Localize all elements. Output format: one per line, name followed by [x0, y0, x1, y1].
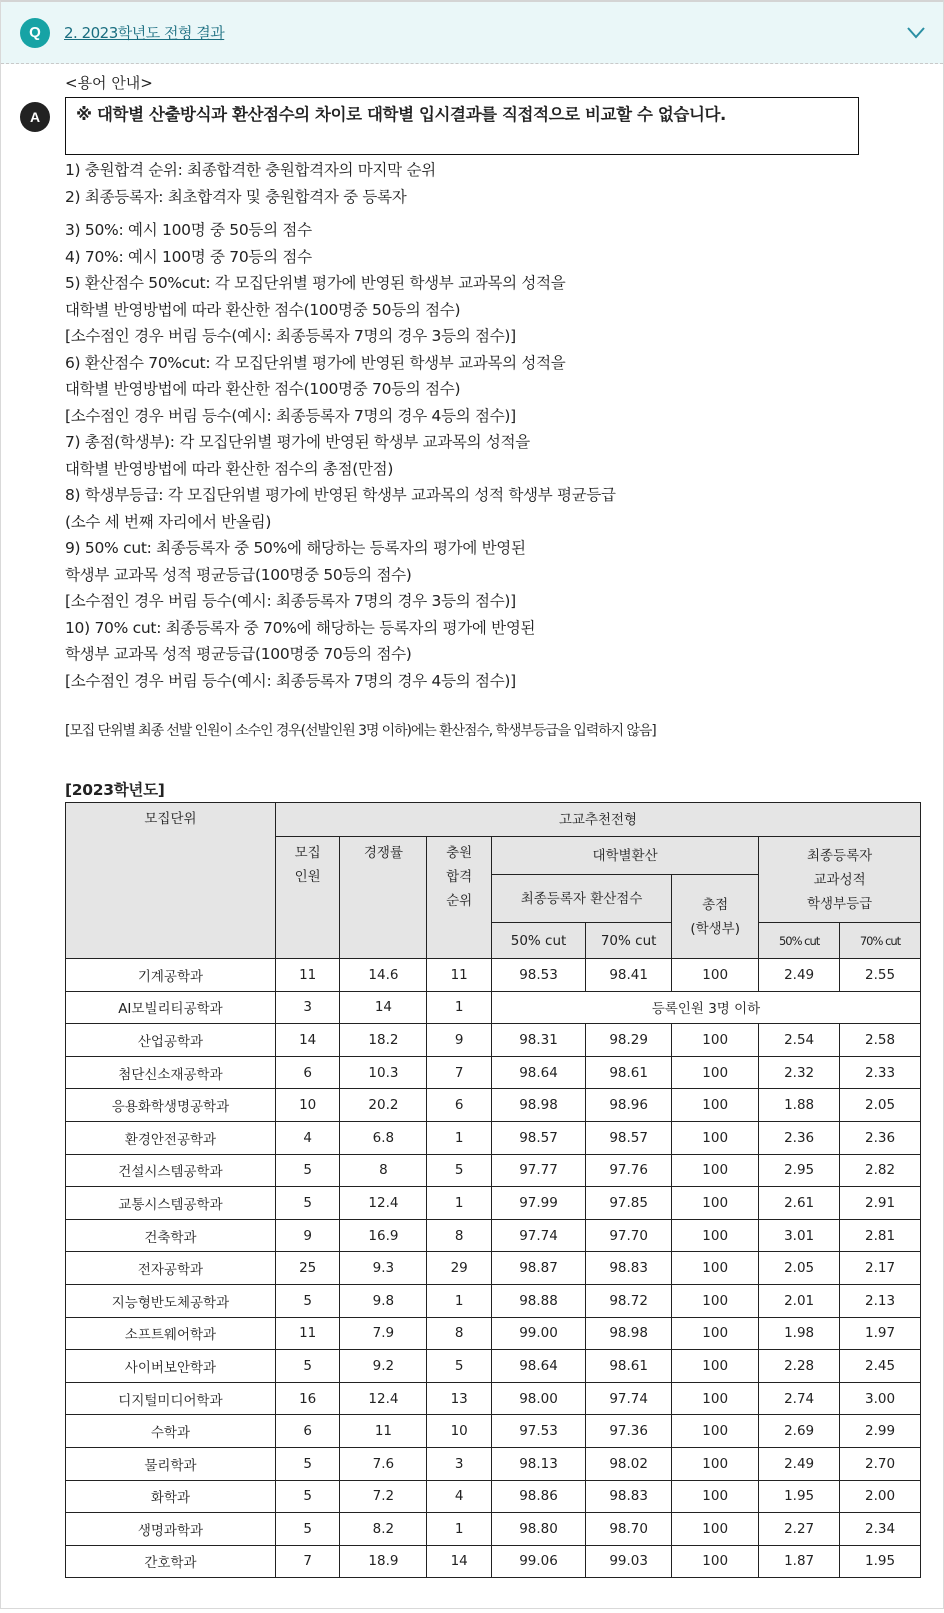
definitions-list: [65, 157, 943, 694]
table-cell: 7.2: [340, 1480, 427, 1513]
table-cell: 98.98: [586, 1317, 672, 1350]
unit-name-cell: 산업공학과: [66, 1024, 276, 1057]
table-cell: 97.53: [491, 1415, 585, 1448]
header-cut70: 70% cut: [586, 923, 672, 959]
table-cell: 10.3: [340, 1056, 427, 1089]
table-cell: 100: [672, 1187, 759, 1220]
definition-line: 8) 학생부등급: 각 모집단위별 평가에 반영된 학생부 교과목의 성적 학생부 평균등급: [65, 486, 616, 504]
table-cell: 5: [275, 1187, 340, 1220]
unit-name-cell: 지능형반도체공학과: [66, 1284, 276, 1317]
table-cell: 97.74: [586, 1382, 672, 1415]
table-cell: 100: [672, 1284, 759, 1317]
selection-note: [모집 단위별 최종 선발 인원이 소수인 경우(선발인원 3명 이하)에는 환산점수, 학생부등급을 입력하지 않음]: [65, 723, 656, 739]
table-cell: 1.88: [759, 1089, 840, 1122]
table-row: [66, 1382, 921, 1415]
table-cell: 1: [427, 1187, 492, 1220]
table-cell: 100: [672, 1252, 759, 1285]
table-cell: 99.00: [491, 1317, 585, 1350]
table-cell: 100: [672, 1089, 759, 1122]
table-cell: 3.00: [840, 1382, 921, 1415]
table-cell: 25: [275, 1252, 340, 1285]
table-row: [66, 1447, 921, 1480]
table-cell: 2.05: [759, 1252, 840, 1285]
header-quota-line: 인원: [294, 869, 321, 885]
header-cut50: 50% cut: [491, 923, 585, 959]
table-cell: 16.9: [340, 1219, 427, 1252]
table-cell: 8.2: [340, 1513, 427, 1546]
table-cell: 2.27: [759, 1513, 840, 1546]
unit-name-cell: 건축학과: [66, 1219, 276, 1252]
table-cell: 2.81: [840, 1219, 921, 1252]
table-cell: 10: [427, 1415, 492, 1448]
table-cell: 2.32: [759, 1056, 840, 1089]
header-conv-score: 최종등록자 환산점수: [491, 875, 671, 923]
header-unit: 모집단위: [66, 803, 276, 959]
table-cell: 3: [275, 991, 340, 1024]
table-row: [66, 1252, 921, 1285]
table-row: [66, 1187, 921, 1220]
table-cell: 5: [275, 1513, 340, 1546]
table-cell: 10: [275, 1089, 340, 1122]
table-cell: 7.9: [340, 1317, 427, 1350]
table-cell: 100: [672, 1382, 759, 1415]
table-cell: 2.99: [840, 1415, 921, 1448]
table-cell: 100: [672, 1350, 759, 1383]
table-cell: 98.00: [491, 1382, 585, 1415]
definition-line: (소수 세 번째 자리에서 반올림): [65, 512, 272, 531]
table-cell: 2.70: [840, 1447, 921, 1480]
table-cell: 5: [275, 1284, 340, 1317]
header-rank-line: 합격: [446, 869, 473, 885]
unit-name-cell: 생명과학과: [66, 1513, 276, 1546]
table-cell: 8: [340, 1154, 427, 1187]
table-cell: 98.13: [491, 1447, 585, 1480]
header-grade-cut70: 70% cut: [840, 923, 921, 959]
table-cell: 100: [672, 1480, 759, 1513]
table-row: [66, 1056, 921, 1089]
table-cell: 6: [427, 1089, 492, 1122]
definition-line: 대학별 반영방법에 따라 환산한 점수(100명중 70등의 점수): [65, 380, 461, 398]
table-cell: 5: [275, 1154, 340, 1187]
table-cell: 2.55: [840, 959, 921, 992]
table-cell: 2.49: [759, 1447, 840, 1480]
definition-line: 대학별 반영방법에 따라 환산한 점수의 총점(만점): [65, 459, 394, 478]
table-cell: 9.8: [340, 1284, 427, 1317]
table-cell: 98.83: [586, 1480, 672, 1513]
unit-name-cell: 환경안전공학과: [66, 1121, 276, 1154]
table-row: [66, 991, 921, 1024]
header-total: [672, 875, 759, 959]
table-cell: 98.96: [586, 1089, 672, 1122]
table-cell: 2.82: [840, 1154, 921, 1187]
table-cell: 98.57: [586, 1121, 672, 1154]
table-cell: 등록인원 3명 이하: [491, 991, 920, 1024]
unit-name-cell: 교통시스템공학과: [66, 1187, 276, 1220]
table-cell: 2.00: [840, 1480, 921, 1513]
table-cell: 7: [275, 1545, 340, 1578]
definition-line: 1) 충원합격 순위: 최종합격한 충원합격자의 마지막 순위: [65, 161, 436, 179]
table-cell: 1.98: [759, 1317, 840, 1350]
table-cell: 9: [275, 1219, 340, 1252]
table-cell: 11: [340, 1415, 427, 1448]
table-cell: 18.2: [340, 1024, 427, 1057]
table-cell: 14.6: [340, 959, 427, 992]
table-cell: 1.87: [759, 1545, 840, 1578]
table-cell: 100: [672, 1154, 759, 1187]
table-row: [66, 1284, 921, 1317]
header-rank: [427, 837, 492, 959]
definition-line: [소수점인 경우 버림 등수(예시: 최종등록자 7명의 경우 4등의 점수)]: [65, 406, 516, 425]
faq-question-header[interactable]: [1, 2, 943, 64]
definition-line: 6) 환산점수 70%cut: 각 모집단위별 평가에 반영된 학생부 교과목의 성적을: [65, 353, 566, 372]
unit-name-cell: 기계공학과: [66, 959, 276, 992]
table-cell: 5: [275, 1447, 340, 1480]
table-cell: 5: [275, 1480, 340, 1513]
definition-line: [소수점인 경우 버림 등수(예시: 최종등록자 7명의 경우 3등의 점수)]: [65, 592, 516, 610]
table-cell: 11: [427, 959, 492, 992]
table-row: [66, 1480, 921, 1513]
table-cell: 100: [672, 1056, 759, 1089]
table-cell: 5: [275, 1350, 340, 1383]
header-univ-conv: 대학별환산: [491, 837, 758, 875]
table-cell: 98.64: [491, 1350, 585, 1383]
table-cell: 97.99: [491, 1187, 585, 1220]
header-grade-cut50: 50% cut: [759, 923, 840, 959]
table-cell: 100: [672, 959, 759, 992]
table-cell: 1.95: [759, 1480, 840, 1513]
table-cell: 98.88: [491, 1284, 585, 1317]
results-table-body: [66, 959, 921, 1578]
table-cell: 13: [427, 1382, 492, 1415]
table-cell: 98.57: [491, 1121, 585, 1154]
unit-name-cell: 물리학과: [66, 1447, 276, 1480]
table-cell: 2.01: [759, 1284, 840, 1317]
table-cell: 2.33: [840, 1056, 921, 1089]
header-competition: 경쟁률: [340, 837, 427, 959]
table-cell: 1.97: [840, 1317, 921, 1350]
table-cell: 98.41: [586, 959, 672, 992]
table-cell: 98.53: [491, 959, 585, 992]
table-cell: 14: [340, 991, 427, 1024]
table-cell: 2.54: [759, 1024, 840, 1057]
results-table: [65, 802, 921, 1578]
header-rank-line: 순위: [446, 893, 473, 909]
header-total-line: (학생부): [690, 920, 740, 937]
definition-line: 학생부 교과목 성적 평균등급(100명중 70등의 점수): [65, 645, 412, 663]
table-cell: 98.72: [586, 1284, 672, 1317]
table-cell: 97.77: [491, 1154, 585, 1187]
table-cell: 16: [275, 1382, 340, 1415]
table-cell: 4: [427, 1480, 492, 1513]
table-cell: 98.80: [491, 1513, 585, 1546]
table-cell: 98.29: [586, 1024, 672, 1057]
question-title-link[interactable]: 2. 2023학년도 전형 결과: [64, 24, 225, 42]
header-quota-line: 모집: [294, 845, 321, 861]
definition-line: 7) 총점(학생부): 각 모집단위별 평가에 반영된 학생부 교과목의 성적을: [65, 433, 530, 451]
unit-name-cell: 전자공학과: [66, 1252, 276, 1285]
table-cell: 7.6: [340, 1447, 427, 1480]
table-cell: 1.95: [840, 1545, 921, 1578]
table-cell: 100: [672, 1415, 759, 1448]
table-cell: 4: [275, 1121, 340, 1154]
table-cell: 9.3: [340, 1252, 427, 1285]
table-cell: 98.87: [491, 1252, 585, 1285]
table-row: [66, 1350, 921, 1383]
table-cell: 20.2: [340, 1089, 427, 1122]
table-cell: 2.61: [759, 1187, 840, 1220]
unit-name-cell: 건설시스템공학과: [66, 1154, 276, 1187]
table-cell: 98.98: [491, 1089, 585, 1122]
table-cell: 8: [427, 1219, 492, 1252]
table-row: [66, 1024, 921, 1057]
table-cell: 98.02: [586, 1447, 672, 1480]
table-cell: 100: [672, 1317, 759, 1350]
table-cell: 97.36: [586, 1415, 672, 1448]
table-cell: 98.70: [586, 1513, 672, 1546]
header-grade-line: 교과성적: [813, 871, 866, 888]
table-cell: 2.74: [759, 1382, 840, 1415]
table-cell: 2.45: [840, 1350, 921, 1383]
header-total-line: 총점: [702, 896, 729, 913]
header-grade: [759, 837, 921, 923]
question-badge: Q: [20, 18, 50, 48]
terms-title: <용어 안내>: [65, 74, 153, 92]
table-cell: 1: [427, 1284, 492, 1317]
table-cell: 98.61: [586, 1350, 672, 1383]
unit-name-cell: AI모빌리티공학과: [66, 991, 276, 1024]
unit-name-cell: 디지털미디어학과: [66, 1382, 276, 1415]
unit-name-cell: 수학과: [66, 1415, 276, 1448]
table-cell: 98.31: [491, 1024, 585, 1057]
table-cell: 11: [275, 959, 340, 992]
table-cell: 2.36: [840, 1121, 921, 1154]
table-cell: 9: [427, 1024, 492, 1057]
table-cell: 97.85: [586, 1187, 672, 1220]
table-cell: 2.69: [759, 1415, 840, 1448]
table-cell: 100: [672, 1024, 759, 1057]
header-quota: [275, 837, 340, 959]
table-cell: 2.13: [840, 1284, 921, 1317]
definition-line: 10) 70% cut: 최종등록자 중 70%에 해당하는 등록자의 평가에 반영된: [65, 618, 536, 637]
table-cell: 3.01: [759, 1219, 840, 1252]
table-cell: 97.70: [586, 1219, 672, 1252]
table-cell: 98.64: [491, 1056, 585, 1089]
definition-line: [소수점인 경우 버림 등수(예시: 최종등록자 7명의 경우 3등의 점수)]: [65, 327, 516, 345]
table-cell: 5: [427, 1350, 492, 1383]
table-cell: 2.36: [759, 1121, 840, 1154]
table-cell: 1: [427, 1121, 492, 1154]
table-cell: 100: [672, 1219, 759, 1252]
table-cell: 6: [275, 1056, 340, 1089]
table-cell: 100: [672, 1121, 759, 1154]
definition-line: 2) 최종등록자: 최초합격자 및 충원합격자 중 등록자: [65, 187, 407, 206]
table-cell: 97.76: [586, 1154, 672, 1187]
table-cell: 1: [427, 1513, 492, 1546]
table-cell: 7: [427, 1056, 492, 1089]
definition-line: 4) 70%: 예시 100명 중 70등의 점수: [65, 247, 312, 266]
faq-answer: [1, 64, 943, 1608]
table-cell: 2.34: [840, 1513, 921, 1546]
table-cell: 12.4: [340, 1382, 427, 1415]
table-cell: 100: [672, 1447, 759, 1480]
table-cell: 5: [427, 1154, 492, 1187]
definition-line: 대학별 반영방법에 따라 환산한 점수(100명중 50등의 점수): [65, 300, 461, 319]
table-cell: 6: [275, 1415, 340, 1448]
notice-box: ※ 대학별 산출방식과 환산점수의 차이로 대학별 입시결과를 직접적으로 비교할 수 없습니다.: [65, 97, 859, 155]
table-cell: 98.86: [491, 1480, 585, 1513]
table-row: [66, 959, 921, 992]
table-cell: 14: [275, 1024, 340, 1057]
table-cell: 6.8: [340, 1121, 427, 1154]
table-cell: 98.83: [586, 1252, 672, 1285]
table-cell: 2.91: [840, 1187, 921, 1220]
unit-name-cell: 소프트웨어학과: [66, 1317, 276, 1350]
table-cell: 2.49: [759, 959, 840, 992]
table-cell: 1: [427, 991, 492, 1024]
table-row: [66, 1415, 921, 1448]
table-cell: 2.05: [840, 1089, 921, 1122]
definition-line: 9) 50% cut: 최종등록자 중 50%에 해당하는 등록자의 평가에 반영된: [65, 539, 526, 557]
table-cell: 14: [427, 1545, 492, 1578]
table-row: [66, 1545, 921, 1578]
table-cell: 2.17: [840, 1252, 921, 1285]
unit-name-cell: 간호학과: [66, 1545, 276, 1578]
table-row: [66, 1513, 921, 1546]
table-cell: 3: [427, 1447, 492, 1480]
answer-badge: A: [20, 102, 50, 132]
year-title: [2023학년도]: [65, 781, 165, 799]
table-cell: 2.28: [759, 1350, 840, 1383]
chevron-down-icon[interactable]: [905, 21, 927, 43]
table-row: [66, 1121, 921, 1154]
table-cell: 11: [275, 1317, 340, 1350]
table-cell: 8: [427, 1317, 492, 1350]
table-row: [66, 1219, 921, 1252]
table-cell: 97.74: [491, 1219, 585, 1252]
table-cell: 12.4: [340, 1187, 427, 1220]
table-cell: 100: [672, 1545, 759, 1578]
table-row: [66, 1089, 921, 1122]
header-grade-line: 학생부등급: [806, 895, 873, 912]
header-track: 고교추천전형: [275, 803, 920, 837]
header-rank-line: 충원: [446, 845, 473, 861]
table-row: [66, 1317, 921, 1350]
unit-name-cell: 화학과: [66, 1480, 276, 1513]
table-cell: 9.2: [340, 1350, 427, 1383]
table-cell: 100: [672, 1513, 759, 1546]
table-cell: 2.58: [840, 1024, 921, 1057]
unit-name-cell: 사이버보안학과: [66, 1350, 276, 1383]
definition-line: 3) 50%: 예시 100명 중 50등의 점수: [65, 221, 312, 239]
table-cell: 2.95: [759, 1154, 840, 1187]
definition-line: 5) 환산점수 50%cut: 각 모집단위별 평가에 반영된 학생부 교과목의 성적을: [65, 274, 566, 292]
table-cell: 98.61: [586, 1056, 672, 1089]
table-cell: 18.9: [340, 1545, 427, 1578]
definition-line: 학생부 교과목 성적 평균등급(100명중 50등의 점수): [65, 565, 412, 584]
unit-name-cell: 응용화학생명공학과: [66, 1089, 276, 1122]
table-cell: 99.03: [586, 1545, 672, 1578]
header-grade-line: 최종등록자: [806, 847, 873, 864]
definition-line: [소수점인 경우 버림 등수(예시: 최종등록자 7명의 경우 4등의 점수)]: [65, 671, 516, 690]
table-row: [66, 1154, 921, 1187]
table-cell: 99.06: [491, 1545, 585, 1578]
unit-name-cell: 첨단신소재공학과: [66, 1056, 276, 1089]
table-cell: 29: [427, 1252, 492, 1285]
